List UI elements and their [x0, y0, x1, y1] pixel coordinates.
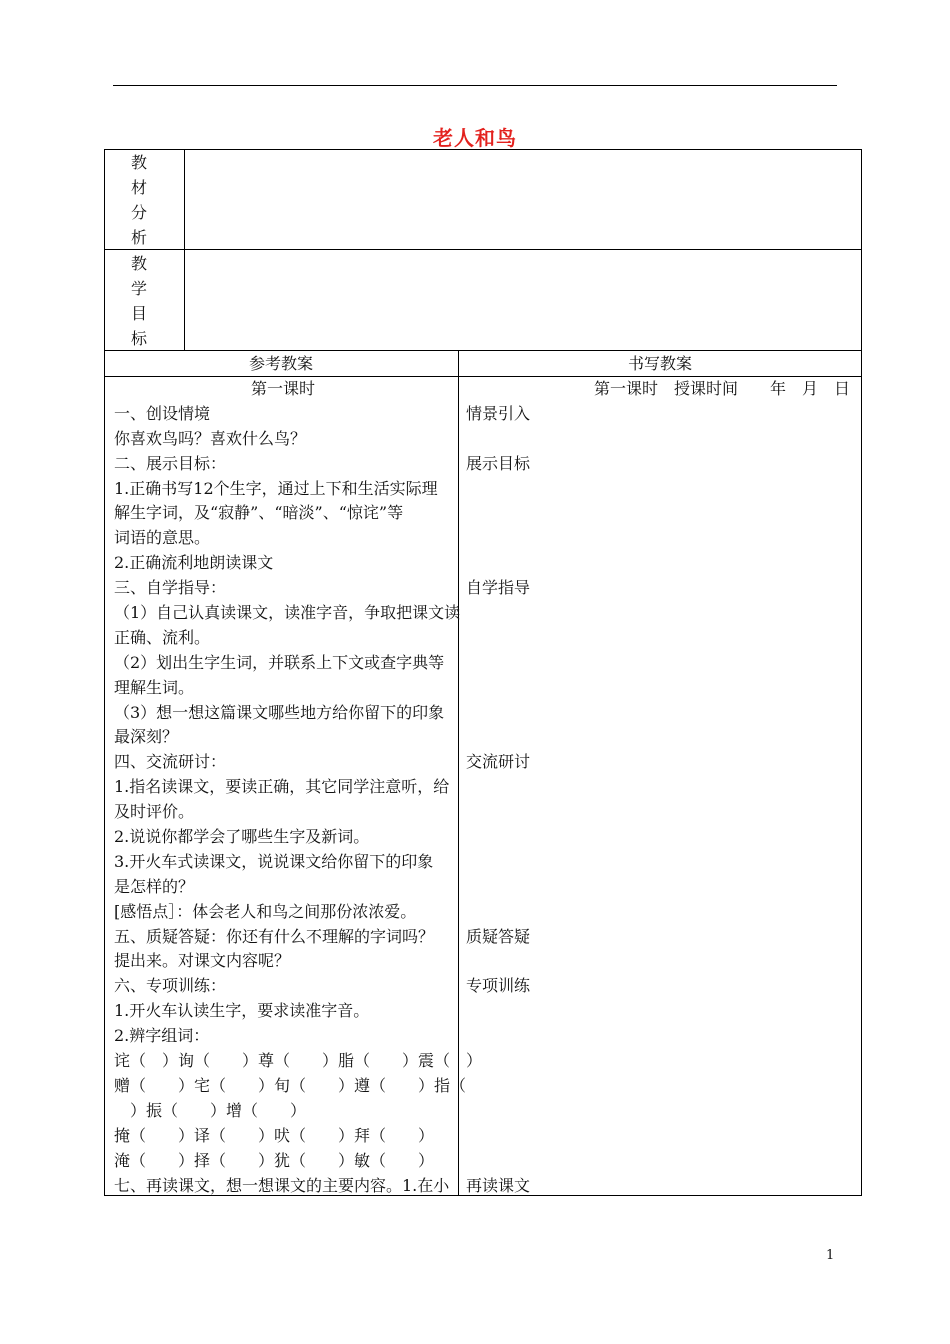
plan-line: （1）自己认真读课文，读准字音，争取把课文读: [114, 603, 461, 623]
writing-line: [466, 501, 854, 526]
writing-line: [466, 1149, 854, 1174]
row-divider: [104, 249, 862, 250]
reference-plan-header: 参考教案: [248, 354, 313, 373]
teaching-goals-label: 教 学 目 标: [130, 254, 147, 348]
plan-line: 解生字词，及“寂静”、“暗淡”、“惊诧”等: [114, 503, 404, 523]
plan-line: 提出来。对课文内容呢？: [114, 951, 291, 971]
plan-line: 理解生词。: [114, 677, 195, 697]
plan-line: 是怎样的？: [114, 876, 195, 896]
plan-line: 3.开火车式读课文，说说课文给你留下的印象: [114, 851, 434, 871]
writing-line: [466, 551, 854, 576]
writing-line: [466, 1049, 854, 1074]
writing-line: [466, 676, 854, 701]
plan-line: 七、再读课文，想一想课文的主要内容。1.在小: [114, 1175, 450, 1195]
writing-line: [466, 850, 854, 875]
plan-line: （3）想一想这篇课文哪些地方给你留下的印象: [114, 702, 445, 722]
writing-plan-header: 书写教案: [627, 354, 692, 373]
writing-line: [466, 775, 854, 800]
writing-line: [466, 825, 854, 850]
plan-line: 淹（ ）择（ ）犹（ ）敏（ ）: [114, 1150, 435, 1170]
writing-line: [466, 601, 854, 626]
plan-line: 词语的意思。: [114, 528, 211, 548]
writing-line: [466, 1024, 854, 1049]
plan-line: 最深刻？: [114, 727, 179, 747]
plan-line: [感悟点］：体会老人和鸟之间那份浓浓爱。: [114, 901, 417, 921]
writing-line: 质疑答疑: [466, 926, 531, 946]
label-column-divider: [184, 149, 185, 350]
writing-line: [466, 626, 854, 651]
writing-line: 自学指导: [466, 578, 531, 598]
header-rule: [113, 85, 837, 86]
writing-line: [466, 1099, 854, 1124]
writing-line: [466, 701, 854, 726]
plan-line: 1.开火车认读生字，要求读准字音。: [114, 1001, 370, 1021]
material-analysis-label: 教 材 分 析: [130, 153, 147, 247]
page-number: 1: [826, 1248, 835, 1263]
plan-line: 四、交流研讨：: [114, 752, 227, 772]
writing-line: [466, 477, 854, 502]
row-divider: [104, 350, 862, 351]
writing-line: 展示目标: [466, 453, 531, 473]
writing-line: [466, 875, 854, 900]
plan-line: 2.辨字组词：: [114, 1026, 210, 1046]
writing-line: [466, 900, 854, 925]
plan-line: 1.正确书写12个生字，通过上下和生活实际理: [114, 478, 438, 498]
plan-line: 五、质疑答疑：你还有什么不理解的字词吗？: [114, 926, 435, 946]
writing-line: [466, 1074, 854, 1099]
page-title: 老人和鸟: [433, 126, 517, 150]
plan-line: 三、自学指导：: [114, 578, 227, 598]
plan-line: 赠（ ）宅（ ）旬（ ）遵（ ）指（: [114, 1075, 467, 1095]
writing-line: [466, 526, 854, 551]
plan-line: 六、专项训练：: [114, 976, 227, 996]
plan-line: 及时评价。: [114, 802, 195, 822]
writing-line: 情景引入: [466, 403, 531, 423]
plan-line: 第一课时: [250, 379, 315, 398]
plan-line: 二、展示目标：: [114, 453, 227, 473]
plan-line: 诧（ ）询（ ）尊（ ）脂（ ）震（ ）: [114, 1051, 483, 1071]
writing-line: [466, 1124, 854, 1149]
reference-plan-content: [114, 377, 483, 1198]
writing-line: [466, 949, 854, 974]
writing-line: 第一课时 授课时间 年 月 日: [466, 379, 851, 398]
plan-line: 掩（ ）译（ ）吠（ ）拜（ ）: [114, 1125, 435, 1145]
plan-line: 2.正确流利地朗读课文: [114, 553, 274, 573]
writing-plan-content: [466, 377, 854, 1198]
plan-line: 正确、流利。: [114, 627, 211, 647]
plan-line: ）振（ ）增（ ）: [114, 1100, 307, 1120]
plan-line: 2.说说你都学会了哪些生字及新词。: [114, 827, 370, 847]
plan-line: （2）划出生字生词，并联系上下文或查字典等: [114, 652, 445, 672]
plan-line: 你喜欢鸟吗？喜欢什么鸟？: [114, 428, 307, 448]
writing-line: [466, 651, 854, 676]
writing-line: 专项训练: [466, 976, 531, 996]
writing-line: 再读课文: [466, 1175, 531, 1195]
writing-line: 交流研讨: [466, 752, 531, 772]
writing-line: [466, 999, 854, 1024]
writing-line: [466, 427, 854, 452]
writing-line: [466, 725, 854, 750]
plan-line: 一、创设情境: [114, 403, 211, 423]
writing-line: [466, 800, 854, 825]
plan-line: 1.指名读课文，要读正确，其它同学注意听，给: [114, 777, 450, 797]
